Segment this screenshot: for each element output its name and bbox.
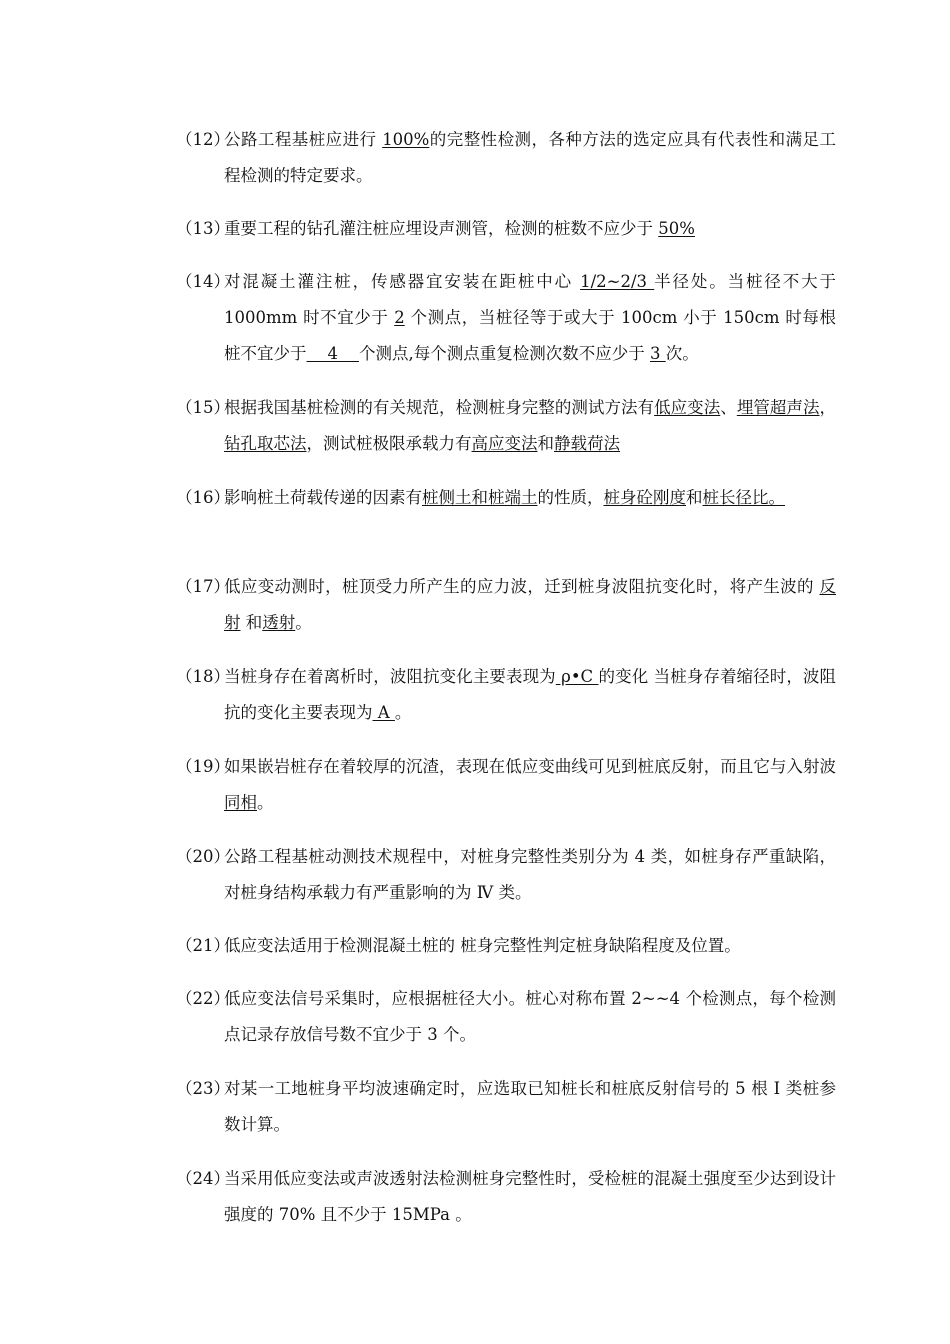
text-run: 。 — [257, 793, 274, 812]
item-text — [224, 390, 836, 462]
answer-blank: 2 — [394, 308, 405, 327]
item-number: （15） — [176, 398, 230, 417]
item-text — [224, 264, 836, 372]
text-run: 的变化 当桩身存着缩径时，波阻抗的变化主要表现为 — [224, 667, 837, 722]
item-text — [224, 1071, 836, 1143]
text-run: 和 — [686, 488, 703, 507]
text-run: 。 — [295, 613, 312, 632]
text-run: ， — [819, 398, 837, 417]
answer-blank: 同相 — [224, 793, 257, 812]
item-text — [224, 749, 836, 821]
answer-blank: 反射 — [224, 577, 836, 632]
list-item — [176, 1071, 836, 1143]
answer-blank: 埋管超声法 — [736, 398, 820, 417]
text-run: 低应变法适用于检测混凝土桩的 桩身完整性判定桩身缺陷程度及位置。 — [224, 936, 741, 955]
item-number: （23） — [176, 1079, 230, 1098]
text-run: ，测试桩极限承载力有 — [306, 434, 472, 453]
text-run: 的完整性检测，各种方法的选定应具有代表性和满足工程检测的特定要求。 — [224, 130, 837, 185]
list-item — [176, 1161, 836, 1233]
answer-blank: 低应变法 — [654, 398, 721, 417]
item-number: （12） — [176, 130, 230, 149]
answer-blank: 100% — [382, 130, 430, 149]
text-run: 个测点，当桩径等于或大于 100cm 小于 150cm 时每根桩不宜少于 — [224, 308, 836, 363]
text-run: 和 — [537, 434, 554, 453]
list-item — [176, 211, 836, 247]
answer-blank: 静载荷法 — [554, 434, 620, 453]
text-run: 公路工程基桩动测技术规程中，对桩身完整性类别分为 4 类，如桩身存严重缺陷，对桩身结构承载力有严重影响的为 Ⅳ 类。 — [224, 847, 836, 902]
text-run: 当桩身存在着离析时，波阻抗变化主要表现为 — [224, 667, 556, 686]
item-number: （17） — [176, 577, 230, 596]
item-number: （22） — [176, 989, 230, 1008]
answer-blank: 1/2~2/3 — [580, 272, 655, 291]
list-item — [176, 122, 836, 194]
list-item — [176, 981, 836, 1053]
list-item — [176, 839, 836, 911]
text-run: 根据我国基桩检测的有关规范，检测桩身完整的测试方法有 — [224, 398, 655, 417]
list-item — [176, 569, 836, 641]
text-run: 低应变动测时，桩顶受力所产生的应力波，迁到桩身波阻抗变化时，将产生波的 — [224, 577, 820, 596]
answer-blank: 50% — [658, 219, 695, 238]
list-item — [176, 749, 836, 821]
item-text — [224, 1161, 836, 1233]
answer-blank: 透射 — [262, 613, 296, 632]
text-run: 影响桩土荷载传递的因素有 — [224, 488, 422, 507]
answer-blank: 4 — [306, 344, 359, 363]
list-item — [176, 480, 836, 516]
text-run: 的性质， — [537, 488, 604, 507]
answer-blank: ρ•C — [555, 667, 599, 686]
item-text — [224, 122, 836, 194]
item-text — [224, 211, 836, 247]
item-text — [224, 480, 836, 516]
item-number: （21） — [176, 936, 230, 955]
answer-blank: 桩侧土和桩端土 — [422, 488, 538, 507]
list-item — [176, 264, 836, 372]
list-item — [176, 928, 836, 964]
text-run: 低应变法信号采集时，应根据桩径大小。桩心对称布置 2~~4 个检测点，每个检测点记录存放信号数不宜少于 3 个。 — [224, 989, 836, 1044]
text-run: 。 — [394, 703, 412, 722]
item-text — [224, 928, 836, 964]
item-number: （16） — [176, 488, 230, 507]
answer-blank: 桩长径比。 — [702, 488, 785, 507]
text-run: 半径处。当桩径不大于 1000mm 时不宜少于 — [224, 272, 837, 327]
item-number: （14） — [176, 272, 230, 291]
text-run: 公路工程基桩应进行 — [224, 130, 383, 149]
answer-blank: 3 — [649, 344, 666, 363]
answer-blank: 桩身砼刚度 — [603, 488, 686, 507]
text-run: 、 — [720, 398, 737, 417]
item-number: （18） — [176, 667, 230, 686]
item-text — [224, 659, 836, 731]
item-number: （19） — [176, 757, 230, 776]
item-number: （13） — [176, 219, 230, 238]
text-run: 重要工程的钻孔灌注桩应埋设声测管，检测的桩数不应少于 — [224, 219, 659, 238]
text-run: 次。 — [665, 344, 699, 363]
text-run: 如果嵌岩桩存在着较厚的沉渣，表现在低应变曲线可见到桩底反射，而且它与入射波 — [224, 757, 836, 776]
item-text — [224, 839, 836, 911]
item-number: （24） — [176, 1169, 230, 1188]
answer-blank: A — [372, 703, 395, 722]
item-text — [224, 569, 836, 641]
text-run: 当采用低应变法或声波透射法检测桩身完整性时，受检桩的混凝土强度至少达到设计强度的 70% 且不少于 15MPa 。 — [224, 1169, 836, 1224]
item-number: （20） — [176, 847, 230, 866]
item-text — [224, 981, 836, 1053]
text-run: 个测点,每个测点重复检测次数不应少于 — [358, 344, 650, 363]
text-run: 和 — [240, 613, 263, 632]
answer-blank: 高应变法 — [471, 434, 538, 453]
text-run: 对某一工地桩身平均波速确定时，应选取已知桩长和桩底反射信号的 5 根 I 类桩参数计算。 — [224, 1079, 836, 1134]
text-run: 对混凝土灌注桩，传感器宜安装在距桩中心 — [224, 272, 581, 291]
list-item — [176, 659, 836, 731]
list-item — [176, 390, 836, 462]
answer-blank: 钻孔取芯法 — [224, 434, 307, 453]
